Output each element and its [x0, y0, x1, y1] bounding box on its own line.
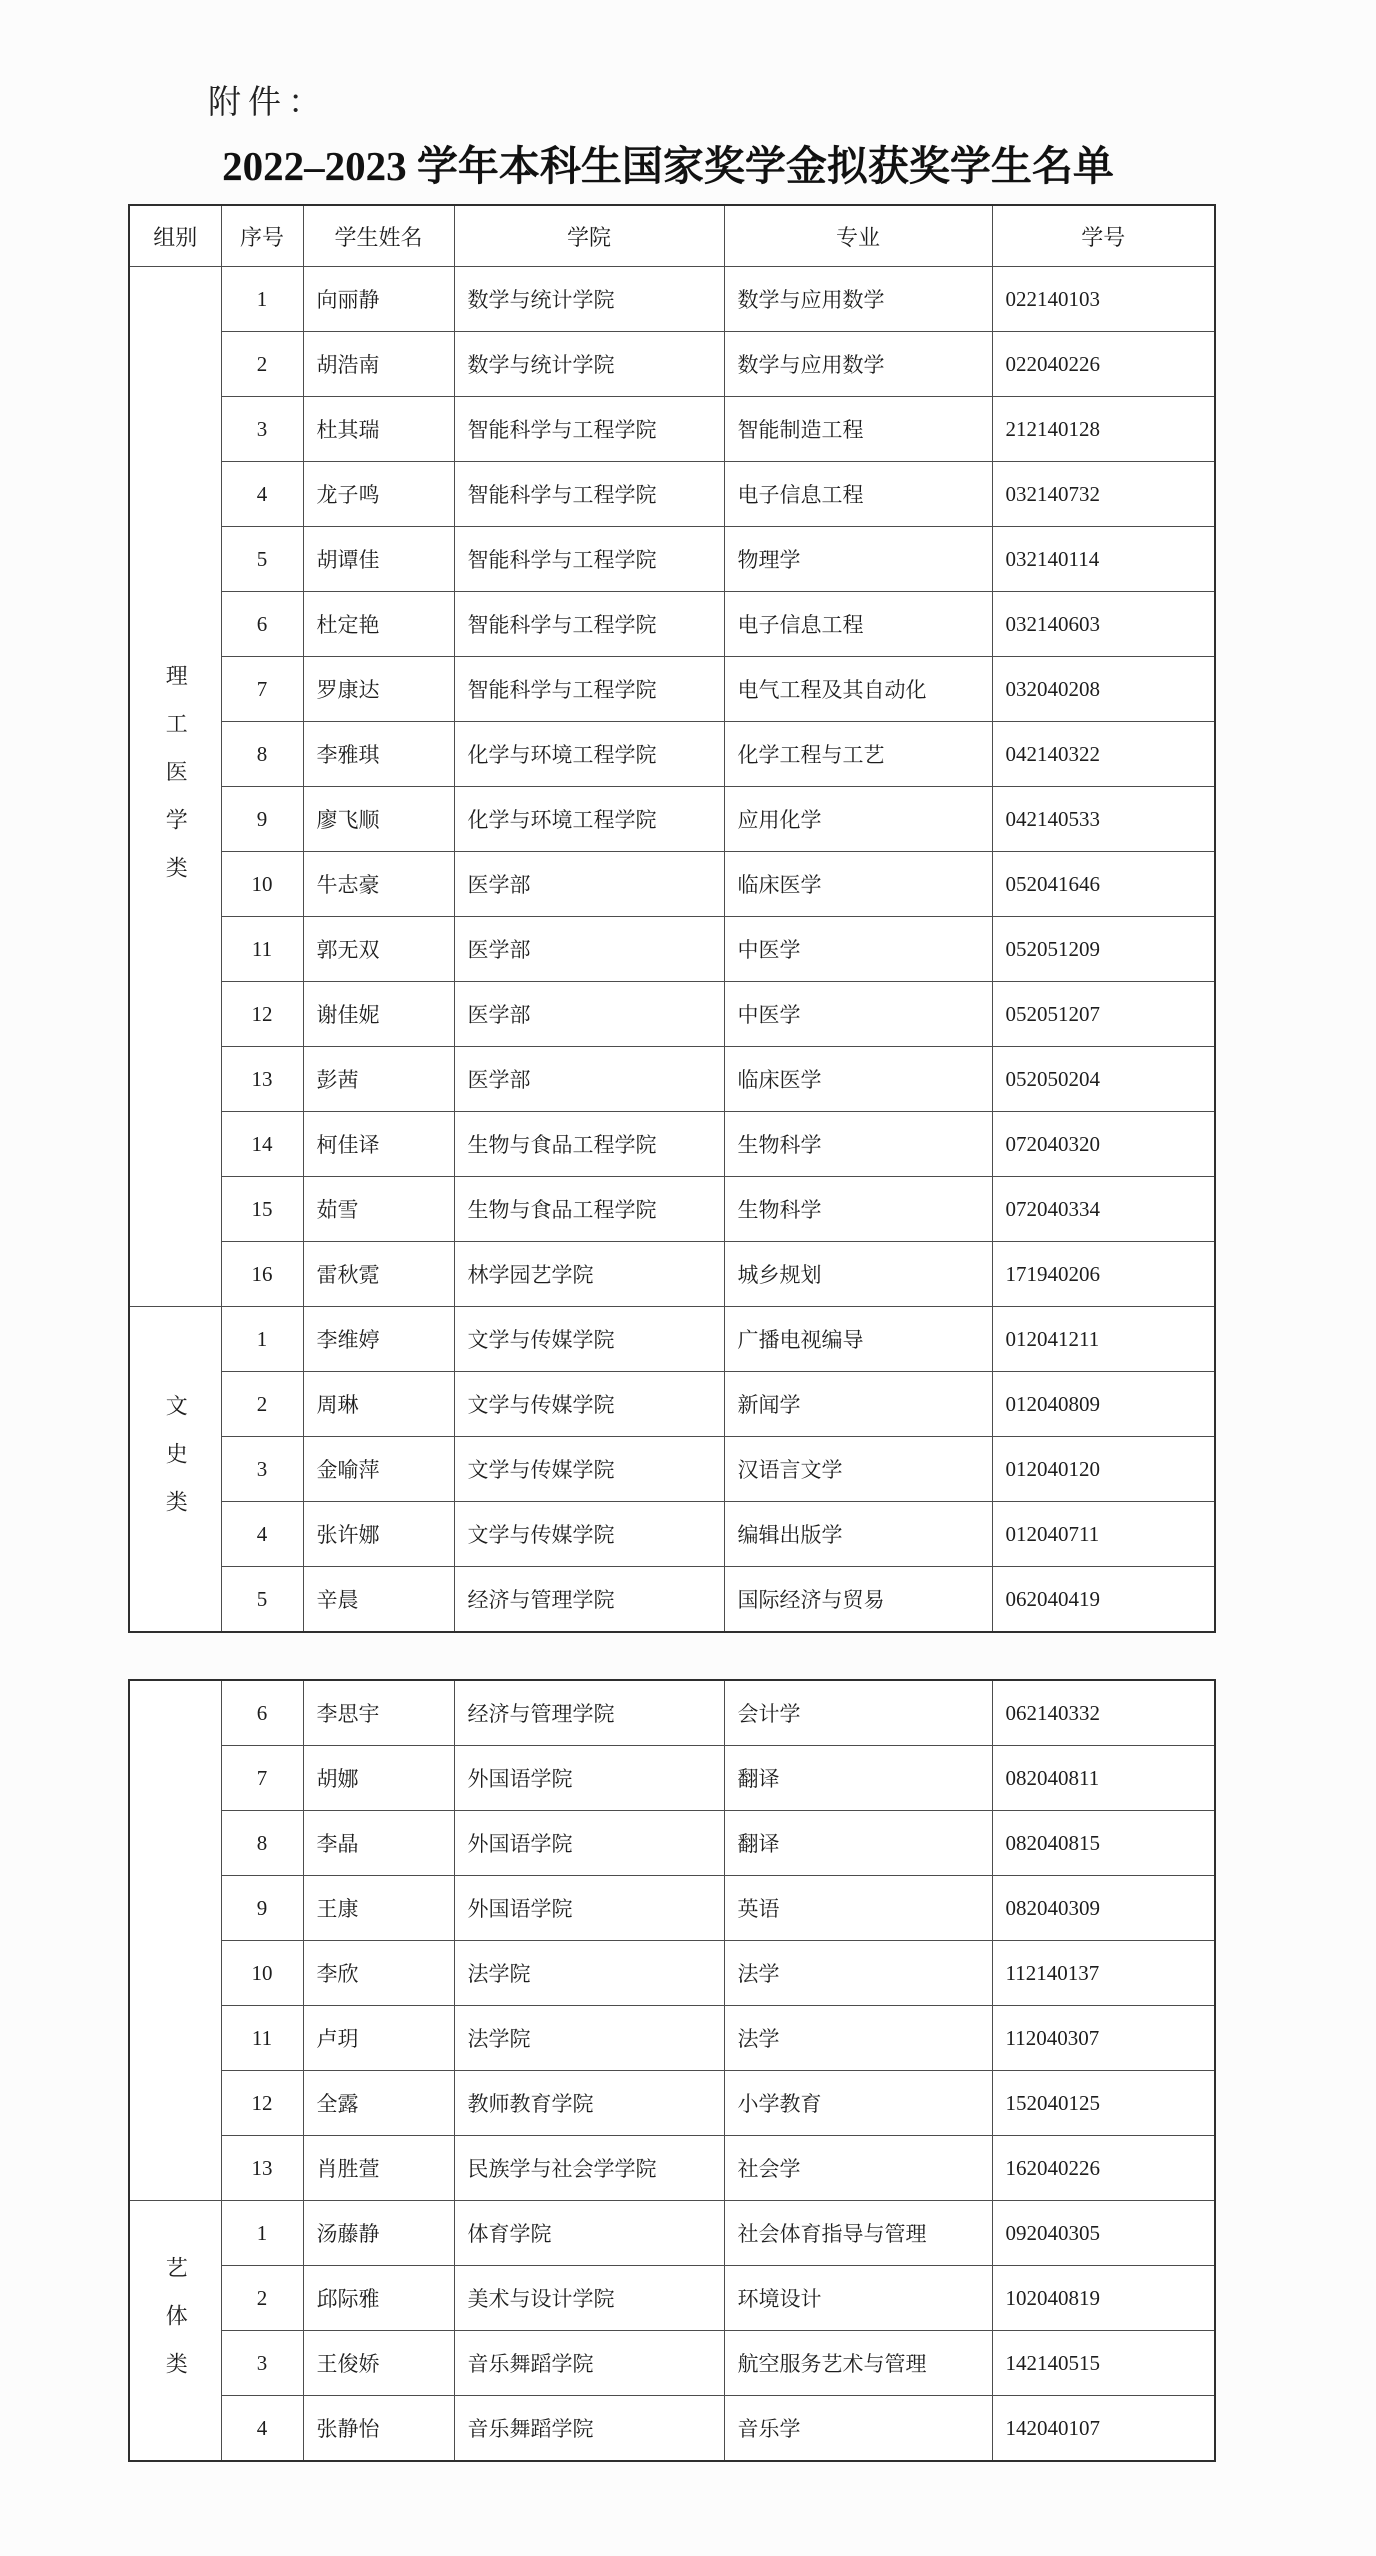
cell-index: 5 — [221, 1567, 303, 1633]
cell-student-name: 李雅琪 — [303, 722, 454, 787]
cell-index: 11 — [221, 917, 303, 982]
cell-major: 广播电视编导 — [724, 1307, 992, 1372]
cell-student-name: 李思宇 — [303, 1680, 454, 1746]
table-row — [129, 917, 1215, 982]
cell-group — [129, 267, 221, 1307]
cell-index: 11 — [221, 2006, 303, 2071]
table-row — [129, 657, 1215, 722]
cell-student-id: 052041646 — [992, 852, 1215, 917]
cell-major: 英语 — [724, 1876, 992, 1941]
cell-index: 2 — [221, 332, 303, 397]
group-label: 文史类 — [163, 1394, 189, 1538]
cell-student-id: 032140603 — [992, 592, 1215, 657]
table-row — [129, 2071, 1215, 2136]
table-body-part-2 — [129, 1680, 1215, 2461]
cell-student-name: 胡谭佳 — [303, 527, 454, 592]
cell-student-id: 102040819 — [992, 2266, 1215, 2331]
table-row — [129, 722, 1215, 787]
cell-student-name: 杜其瑞 — [303, 397, 454, 462]
cell-group — [129, 2201, 221, 2462]
cell-index: 8 — [221, 1811, 303, 1876]
cell-college: 生物与食品工程学院 — [454, 1112, 724, 1177]
table-row — [129, 1047, 1215, 1112]
cell-student-name: 向丽静 — [303, 267, 454, 332]
cell-student-id: 092040305 — [992, 2201, 1215, 2266]
cell-student-name: 李晶 — [303, 1811, 454, 1876]
cell-major: 数学与应用数学 — [724, 267, 992, 332]
cell-student-id: 042140533 — [992, 787, 1215, 852]
cell-major: 临床医学 — [724, 1047, 992, 1112]
cell-major: 音乐学 — [724, 2396, 992, 2462]
table-row — [129, 1941, 1215, 2006]
attachment-label: 附件： — [208, 85, 328, 121]
cell-major: 电子信息工程 — [724, 462, 992, 527]
cell-index: 1 — [221, 2201, 303, 2266]
cell-index: 10 — [221, 1941, 303, 2006]
cell-college: 法学院 — [454, 1941, 724, 2006]
cell-student-id: 062040419 — [992, 1567, 1215, 1633]
cell-college: 外国语学院 — [454, 1876, 724, 1941]
cell-college: 文学与传媒学院 — [454, 1307, 724, 1372]
table-row — [129, 1876, 1215, 1941]
cell-major: 智能制造工程 — [724, 397, 992, 462]
cell-college: 外国语学院 — [454, 1811, 724, 1876]
cell-college: 经济与管理学院 — [454, 1567, 724, 1633]
cell-major: 城乡规划 — [724, 1242, 992, 1307]
table-row — [129, 267, 1215, 332]
table-row — [129, 527, 1215, 592]
cell-student-id: 012040711 — [992, 1502, 1215, 1567]
cell-major: 应用化学 — [724, 787, 992, 852]
cell-student-name: 牛志豪 — [303, 852, 454, 917]
cell-student-id: 052051207 — [992, 982, 1215, 1047]
cell-major: 中医学 — [724, 982, 992, 1047]
cell-student-name: 郭无双 — [303, 917, 454, 982]
cell-college: 智能科学与工程学院 — [454, 527, 724, 592]
cell-major: 国际经济与贸易 — [724, 1567, 992, 1633]
cell-student-name: 汤藤静 — [303, 2201, 454, 2266]
cell-college: 智能科学与工程学院 — [454, 397, 724, 462]
cell-student-name: 周琳 — [303, 1372, 454, 1437]
cell-index: 13 — [221, 1047, 303, 1112]
cell-major: 翻译 — [724, 1746, 992, 1811]
cell-student-id: 072040320 — [992, 1112, 1215, 1177]
cell-student-id: 012041211 — [992, 1307, 1215, 1372]
cell-student-name: 邱际雅 — [303, 2266, 454, 2331]
cell-student-name: 胡浩南 — [303, 332, 454, 397]
cell-major: 临床医学 — [724, 852, 992, 917]
cell-major: 化学工程与工艺 — [724, 722, 992, 787]
cell-major: 汉语言文学 — [724, 1437, 992, 1502]
cell-college: 医学部 — [454, 852, 724, 917]
cell-student-id: 022140103 — [992, 267, 1215, 332]
cell-major: 数学与应用数学 — [724, 332, 992, 397]
cell-student-id: 032140114 — [992, 527, 1215, 592]
cell-major: 电气工程及其自动化 — [724, 657, 992, 722]
table-row — [129, 462, 1215, 527]
cell-index: 14 — [221, 1112, 303, 1177]
column-header-student-id: 学号 — [992, 205, 1215, 267]
cell-student-id: 112040307 — [992, 2006, 1215, 2071]
cell-college: 化学与环境工程学院 — [454, 722, 724, 787]
table-row — [129, 1437, 1215, 1502]
cell-major: 社会学 — [724, 2136, 992, 2201]
table-header — [129, 205, 1215, 267]
cell-student-id: 032040208 — [992, 657, 1215, 722]
cell-student-id: 032140732 — [992, 462, 1215, 527]
cell-student-name: 肖胜萱 — [303, 2136, 454, 2201]
cell-student-name: 罗康达 — [303, 657, 454, 722]
cell-student-id: 142040107 — [992, 2396, 1215, 2462]
cell-major: 中医学 — [724, 917, 992, 982]
column-header-group: 组别 — [129, 205, 221, 267]
table-row — [129, 2136, 1215, 2201]
cell-index: 2 — [221, 2266, 303, 2331]
cell-index: 9 — [221, 1876, 303, 1941]
cell-major: 编辑出版学 — [724, 1502, 992, 1567]
cell-college: 民族学与社会学学院 — [454, 2136, 724, 2201]
table-body-part-1 — [129, 267, 1215, 1633]
column-header-student-name: 学生姓名 — [303, 205, 454, 267]
cell-college: 音乐舞蹈学院 — [454, 2396, 724, 2462]
table-row — [129, 2396, 1215, 2462]
table-row — [129, 852, 1215, 917]
table-row — [129, 1242, 1215, 1307]
cell-index: 10 — [221, 852, 303, 917]
cell-student-name: 谢佳妮 — [303, 982, 454, 1047]
cell-college: 数学与统计学院 — [454, 267, 724, 332]
cell-college: 法学院 — [454, 2006, 724, 2071]
cell-college: 智能科学与工程学院 — [454, 657, 724, 722]
cell-major: 生物科学 — [724, 1112, 992, 1177]
table-row — [129, 1811, 1215, 1876]
cell-student-name: 柯佳译 — [303, 1112, 454, 1177]
cell-student-name: 金喻萍 — [303, 1437, 454, 1502]
cell-college: 医学部 — [454, 1047, 724, 1112]
cell-college: 外国语学院 — [454, 1746, 724, 1811]
cell-college: 教师教育学院 — [454, 2071, 724, 2136]
cell-student-id: 212140128 — [992, 397, 1215, 462]
cell-index: 6 — [221, 592, 303, 657]
cell-index: 16 — [221, 1242, 303, 1307]
cell-student-id: 062140332 — [992, 1680, 1215, 1746]
cell-student-id: 072040334 — [992, 1177, 1215, 1242]
cell-major: 会计学 — [724, 1680, 992, 1746]
cell-college: 生物与食品工程学院 — [454, 1177, 724, 1242]
cell-major: 生物科学 — [724, 1177, 992, 1242]
table-row — [129, 592, 1215, 657]
table-row — [129, 1680, 1215, 1746]
table-row — [129, 1177, 1215, 1242]
cell-student-id: 142140515 — [992, 2331, 1215, 2396]
cell-student-name: 龙子鸣 — [303, 462, 454, 527]
cell-index: 6 — [221, 1680, 303, 1746]
scholarship-table-part-1 — [128, 204, 1216, 1633]
cell-college: 智能科学与工程学院 — [454, 592, 724, 657]
cell-student-name: 王俊娇 — [303, 2331, 454, 2396]
cell-student-id: 082040811 — [992, 1746, 1215, 1811]
cell-student-id: 022040226 — [992, 332, 1215, 397]
cell-student-name: 王康 — [303, 1876, 454, 1941]
table-row — [129, 1112, 1215, 1177]
cell-college: 智能科学与工程学院 — [454, 462, 724, 527]
cell-major: 法学 — [724, 2006, 992, 2071]
cell-student-name: 杜定艳 — [303, 592, 454, 657]
header-row — [129, 205, 1215, 267]
cell-college: 数学与统计学院 — [454, 332, 724, 397]
group-label: 艺体类 — [163, 2255, 189, 2400]
cell-college: 文学与传媒学院 — [454, 1502, 724, 1567]
cell-college: 文学与传媒学院 — [454, 1372, 724, 1437]
page-title: 2022–2023 学年本科生国家奖学金拟获奖学生名单 — [222, 143, 1114, 189]
cell-student-name: 茹雪 — [303, 1177, 454, 1242]
cell-index: 15 — [221, 1177, 303, 1242]
cell-student-id: 162040226 — [992, 2136, 1215, 2201]
cell-major: 社会体育指导与管理 — [724, 2201, 992, 2266]
table-row — [129, 787, 1215, 852]
cell-index: 3 — [221, 397, 303, 462]
cell-student-name: 张许娜 — [303, 1502, 454, 1567]
table-row — [129, 1567, 1215, 1633]
cell-college: 医学部 — [454, 982, 724, 1047]
cell-student-id: 171940206 — [992, 1242, 1215, 1307]
cell-index: 2 — [221, 1372, 303, 1437]
group-label: 理工医学类 — [163, 663, 189, 904]
table-row — [129, 2006, 1215, 2071]
cell-index: 9 — [221, 787, 303, 852]
scholarship-table-part-2 — [128, 1679, 1216, 2462]
cell-index: 3 — [221, 2331, 303, 2396]
cell-major: 电子信息工程 — [724, 592, 992, 657]
cell-major: 航空服务艺术与管理 — [724, 2331, 992, 2396]
cell-student-name: 辛晨 — [303, 1567, 454, 1633]
cell-group — [129, 1307, 221, 1633]
cell-student-id: 112140137 — [992, 1941, 1215, 2006]
cell-college: 化学与环境工程学院 — [454, 787, 724, 852]
table-row — [129, 397, 1215, 462]
table-row — [129, 1307, 1215, 1372]
table-row — [129, 2266, 1215, 2331]
table-row — [129, 1502, 1215, 1567]
cell-index: 3 — [221, 1437, 303, 1502]
table-row — [129, 2201, 1215, 2266]
cell-student-id: 052051209 — [992, 917, 1215, 982]
cell-index: 5 — [221, 527, 303, 592]
table-row — [129, 332, 1215, 397]
table-row — [129, 982, 1215, 1047]
table-row — [129, 2331, 1215, 2396]
cell-index: 1 — [221, 1307, 303, 1372]
table-row — [129, 1746, 1215, 1811]
cell-index: 4 — [221, 1502, 303, 1567]
cell-index: 1 — [221, 267, 303, 332]
cell-student-id: 152040125 — [992, 2071, 1215, 2136]
cell-student-name: 卢玥 — [303, 2006, 454, 2071]
cell-college: 文学与传媒学院 — [454, 1437, 724, 1502]
cell-student-name: 李欣 — [303, 1941, 454, 2006]
cell-college: 音乐舞蹈学院 — [454, 2331, 724, 2396]
cell-index: 8 — [221, 722, 303, 787]
column-header-major: 专业 — [724, 205, 992, 267]
cell-student-id: 012040809 — [992, 1372, 1215, 1437]
cell-student-name: 彭茜 — [303, 1047, 454, 1112]
cell-student-id: 012040120 — [992, 1437, 1215, 1502]
cell-student-name: 张静怡 — [303, 2396, 454, 2462]
cell-student-name: 雷秋霓 — [303, 1242, 454, 1307]
cell-major: 新闻学 — [724, 1372, 992, 1437]
cell-student-id: 082040309 — [992, 1876, 1215, 1941]
table-row — [129, 1372, 1215, 1437]
cell-student-id: 052050204 — [992, 1047, 1215, 1112]
cell-student-id: 042140322 — [992, 722, 1215, 787]
cell-major: 环境设计 — [724, 2266, 992, 2331]
column-header-college: 学院 — [454, 205, 724, 267]
cell-index: 7 — [221, 1746, 303, 1811]
cell-student-name: 廖飞顺 — [303, 787, 454, 852]
cell-student-id: 082040815 — [992, 1811, 1215, 1876]
cell-index: 12 — [221, 982, 303, 1047]
cell-college: 医学部 — [454, 917, 724, 982]
cell-major: 法学 — [724, 1941, 992, 2006]
cell-major: 翻译 — [724, 1811, 992, 1876]
cell-college: 体育学院 — [454, 2201, 724, 2266]
cell-major: 物理学 — [724, 527, 992, 592]
cell-major: 小学教育 — [724, 2071, 992, 2136]
cell-college: 美术与设计学院 — [454, 2266, 724, 2331]
cell-college: 经济与管理学院 — [454, 1680, 724, 1746]
column-header-index: 序号 — [221, 205, 303, 267]
cell-student-name: 全露 — [303, 2071, 454, 2136]
cell-index: 12 — [221, 2071, 303, 2136]
cell-student-name: 胡娜 — [303, 1746, 454, 1811]
cell-group — [129, 1680, 221, 2201]
cell-college: 林学园艺学院 — [454, 1242, 724, 1307]
cell-index: 13 — [221, 2136, 303, 2201]
cell-index: 4 — [221, 2396, 303, 2462]
cell-index: 7 — [221, 657, 303, 722]
cell-student-name: 李维婷 — [303, 1307, 454, 1372]
cell-index: 4 — [221, 462, 303, 527]
